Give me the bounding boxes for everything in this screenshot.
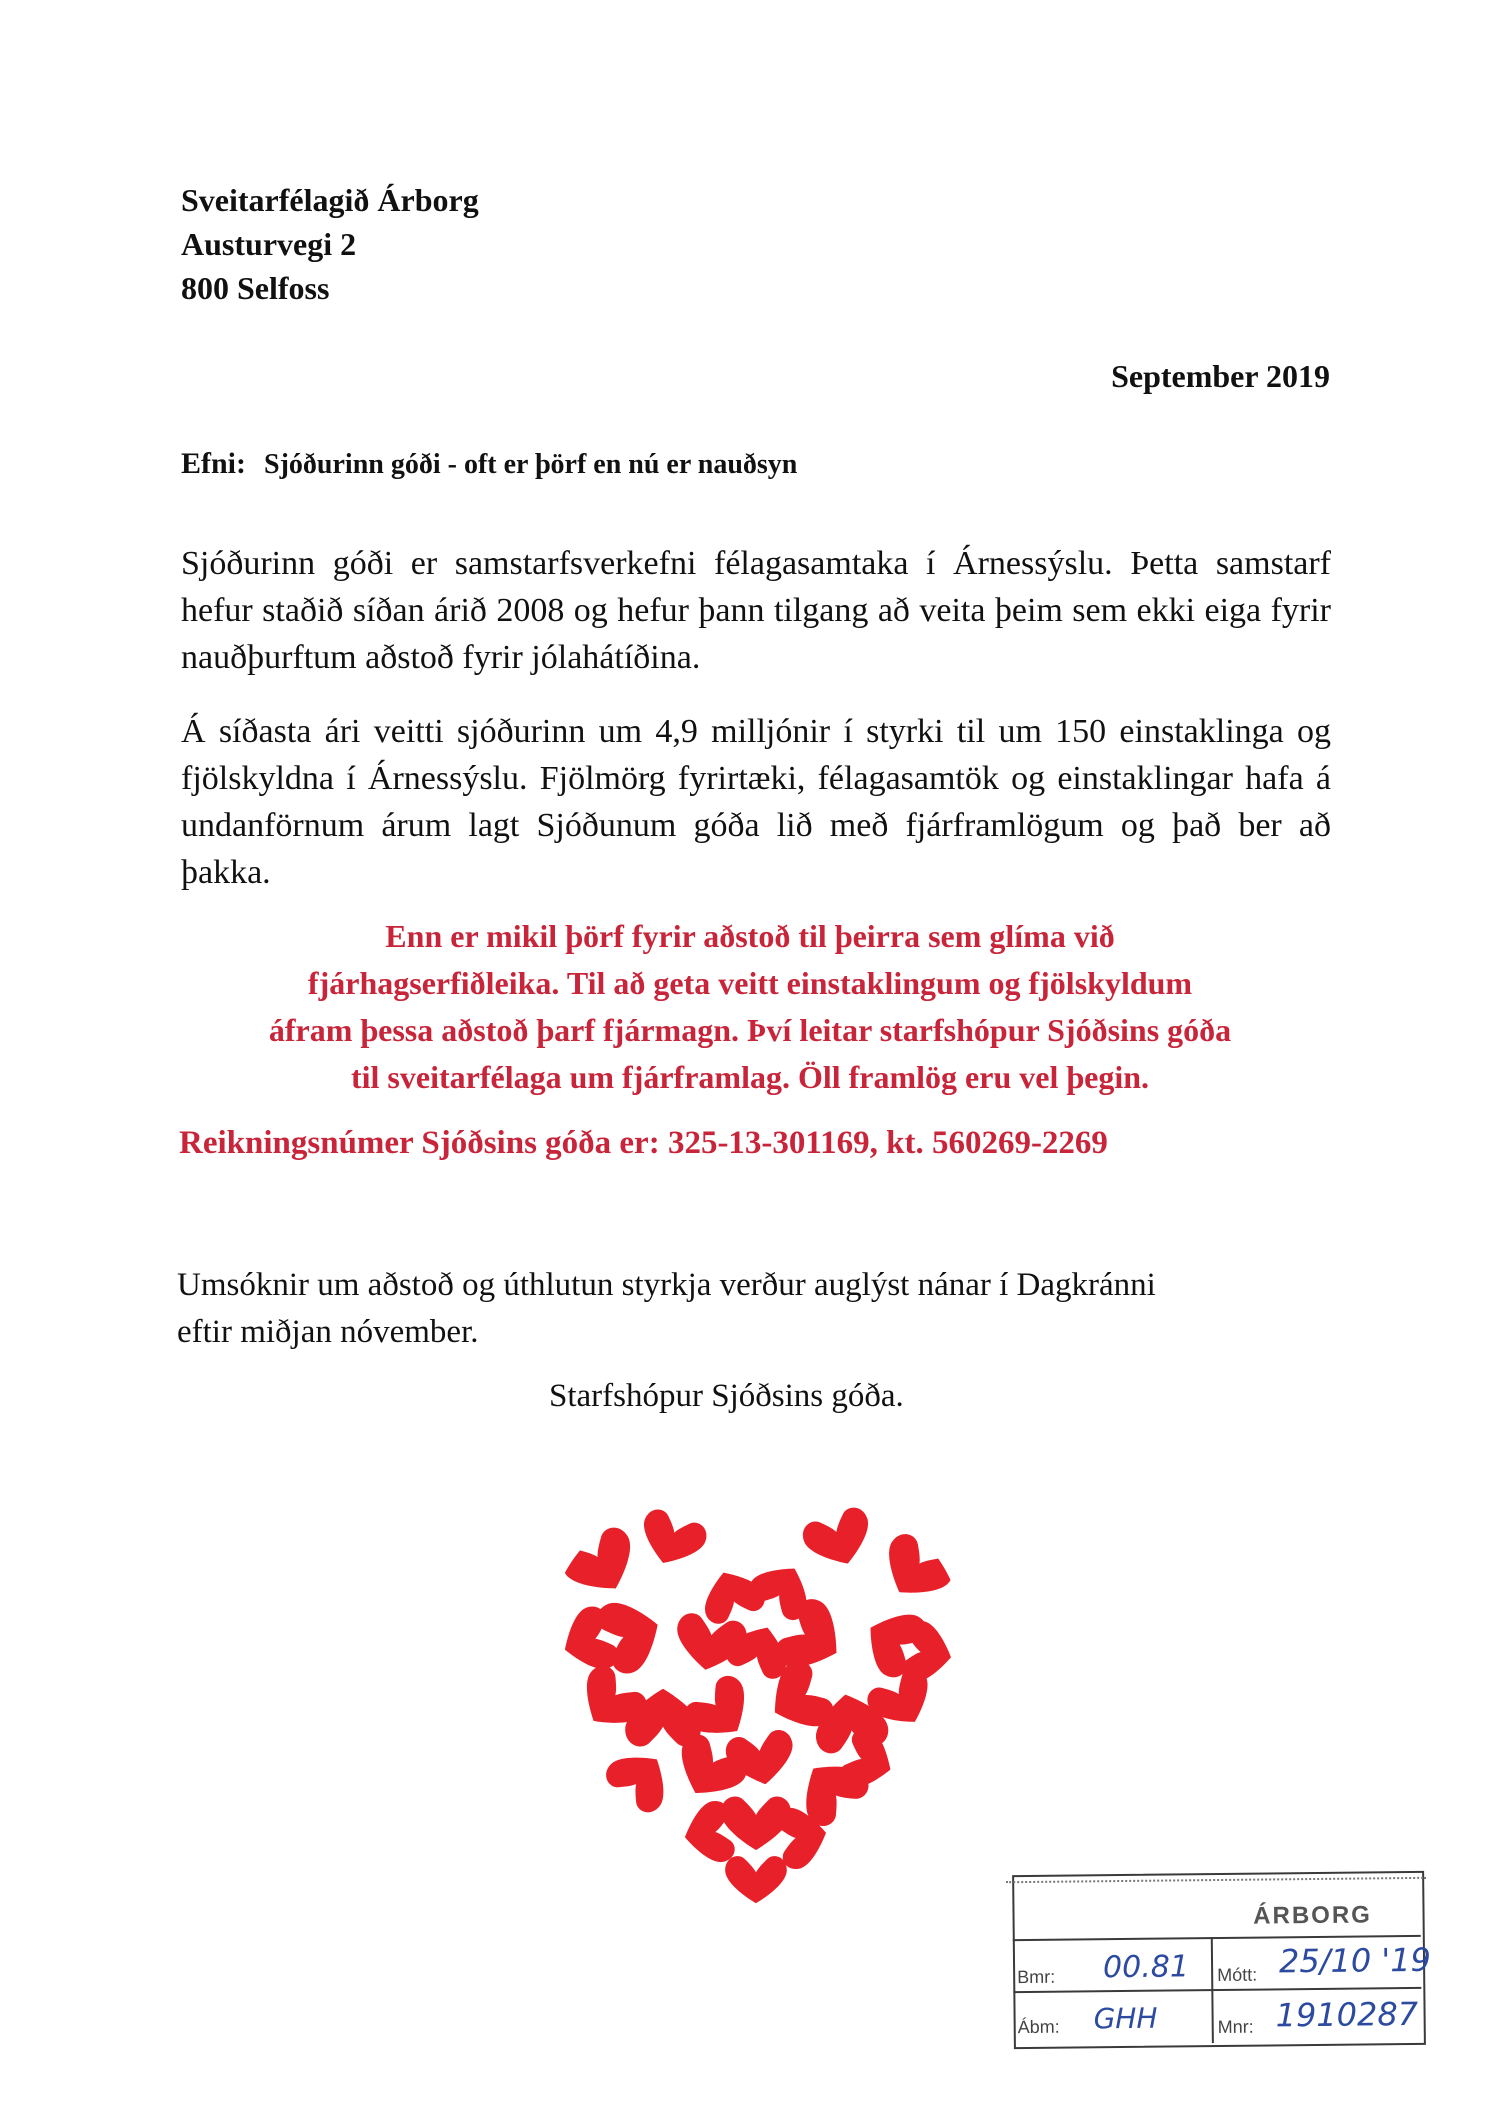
- recipient-city: 800 Selfoss: [181, 270, 330, 306]
- stamp-abm-value: GHH: [1093, 2001, 1158, 2036]
- closing-paragraph: [177, 1262, 1156, 1356]
- recipient-street: Austurvegi 2: [181, 226, 357, 262]
- body-paragraph-2: Á síðasta ári veitti sjóðurinn um 4,9 milljónir í styrki til um 150 einstaklinga og fjölskyldna í Árnessýslu. Fjölmörg fyrirtæki, félagasamtök og einstaklingar hafa á undanförnum árum lagt Sjóðunum góða lið með fjárframlögum og það ber að þakka.: [181, 713, 1331, 891]
- received-stamp: [1012, 1871, 1432, 2047]
- account-number-line: Reikningsnúmer Sjóðsins góða er: 325-13-301169, kt. 560269-2269: [179, 1125, 1108, 1161]
- appeal-line: til sveitarfélaga um fjárframlag. Öll framlög eru vel þegin.: [350, 1059, 1150, 1095]
- letter-date: September 2019: [1111, 358, 1330, 394]
- subject-text: Sjóðurinn góði - oft er þörf en nú er nauðsyn: [264, 449, 798, 480]
- subject-line: [181, 447, 797, 481]
- subject-label: Efni:: [181, 447, 247, 480]
- stamp-mnr-value: 1910287: [1275, 1994, 1419, 2035]
- stamp-bmr-value: 00.81: [1102, 1949, 1190, 1986]
- signature: Starfshópur Sjóðsins góða.: [549, 1378, 904, 1414]
- recipient-name: Sveitarfélagið Árborg: [181, 182, 479, 218]
- appeal-line: Enn er mikil þörf fyrir aðstoð til þeirra sem glíma við: [385, 918, 1115, 954]
- recipient-address: [181, 178, 479, 310]
- appeal-line: áfram þessa aðstoð þarf fjármagn. Því leitar starfshópur Sjóðsins góða: [268, 1012, 1232, 1048]
- appeal-line: fjárhagserfiðleika. Til að geta veitt einstaklingum og fjölskyldum: [307, 965, 1193, 1001]
- stamp-title: ÁRBORG: [1253, 1901, 1373, 1930]
- stamp-mott-label: Mótt:: [1217, 1964, 1258, 1986]
- closing-line: eftir miðjan nóvember.: [177, 1314, 479, 1350]
- stamp-bmr-label: Bmr:: [1017, 1966, 1056, 1988]
- stamp-mott-value: 25/10 '19: [1278, 1940, 1432, 1981]
- closing-line: Umsóknir um aðstoð og úthlutun styrkja verður auglýst nánar í Dagkránni: [177, 1267, 1156, 1303]
- stamp-mnr-label: Mnr:: [1217, 2016, 1254, 2038]
- heart-of-hearts-icon: [538, 1495, 974, 1931]
- appeal-block: [160, 913, 1340, 1101]
- stamp-abm-label: Ábm:: [1017, 2016, 1060, 2038]
- body-paragraph-1: Sjóðurinn góði er samstarfsverkefni félagasamtaka í Árnessýslu. Þetta samstarf hefur staðið síðan árið 2008 og hefur þann tilgang að veita þeim sem ekki eiga fyrir nauðþurftum aðstoð fyrir jólahátíðina.: [181, 545, 1331, 676]
